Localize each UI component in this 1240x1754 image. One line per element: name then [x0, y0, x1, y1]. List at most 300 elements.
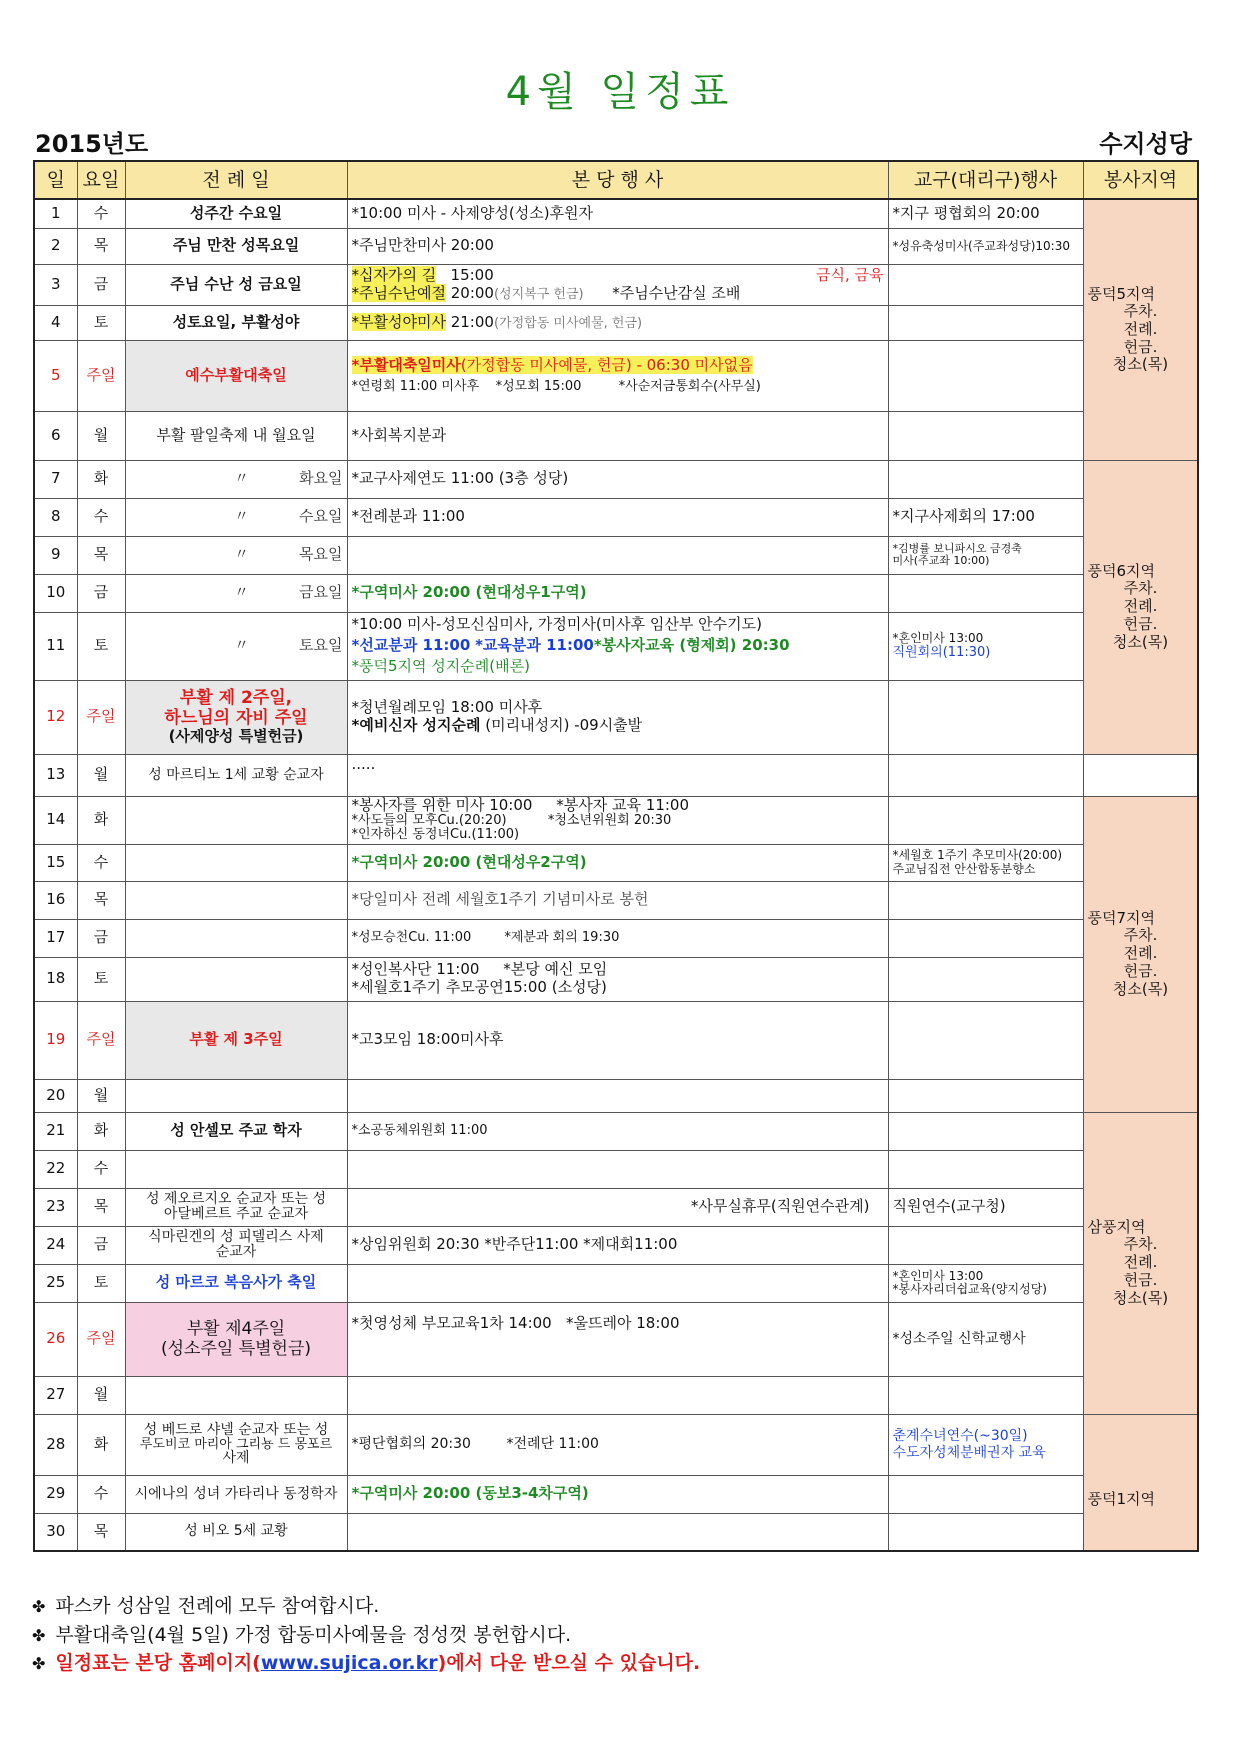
event-text: *사도들의 모후Cu.(20:20) [351, 813, 507, 829]
diocese-line: 수도자성체분배권자 교육 [892, 1444, 1046, 1461]
day-number: 8 [34, 498, 77, 536]
weekday: 화 [77, 796, 125, 844]
event-text: *예비신자 성지순례 [351, 716, 481, 734]
liturgy-day: 성 마르코 복음사가 축일 [125, 1264, 347, 1302]
district-duty: 전례. [1123, 944, 1158, 963]
event-note: (가정합동 미사예물, 헌금) [493, 315, 643, 331]
parish-event [347, 574, 888, 612]
day-number: 17 [34, 919, 77, 957]
diocese-line: 직원연수(교구청) [892, 1197, 1006, 1216]
liturgy-day: 예수부활대축일 [125, 340, 347, 411]
event-line [352, 930, 884, 945]
day-number: 19 [34, 1001, 77, 1079]
diocese-event [888, 1188, 1083, 1226]
table-row [34, 498, 1198, 536]
event-line: *주님만찬미사 20:00 [351, 236, 494, 255]
event-line: ..... [351, 755, 376, 774]
day-number: 12 [34, 680, 77, 754]
liturgy-day: 성 마르티노 1세 교황 순교자 [125, 754, 347, 796]
weekday: 수 [77, 844, 125, 881]
diocese-event [888, 754, 1083, 796]
liturgy-line: 사제 [222, 1450, 250, 1467]
diocese-line: 직원회의(11:30) [892, 645, 991, 661]
day-number: 20 [34, 1079, 77, 1112]
note-text: 일정표는 본당 홈페이지( [55, 1652, 261, 1674]
day-number: 29 [34, 1475, 77, 1513]
diocese-event [888, 919, 1083, 957]
bullet-icon: ✤ [32, 1654, 46, 1673]
day-number: 25 [34, 1264, 77, 1302]
event-line: *소공동체위원회 11:00 [351, 1123, 488, 1139]
event-line: *사회복지분과 [351, 425, 446, 444]
diocese-line: 춘계수녀연수(~30일) [892, 1427, 1028, 1444]
parish-event [347, 305, 888, 340]
diocese-event [888, 498, 1083, 536]
table-row [34, 1226, 1198, 1264]
parish-event [347, 1112, 888, 1150]
liturgy-weekday: 목요일 [299, 545, 343, 564]
district-name: 풍덕7지역 [1087, 908, 1156, 927]
event-text: *성인복사단 11:00 [351, 960, 480, 979]
day-number: 3 [34, 264, 77, 305]
weekday: 금 [77, 1226, 125, 1264]
day-number: 18 [34, 957, 77, 1001]
district-duty: 청소(목) [1112, 355, 1169, 374]
day-number: 24 [34, 1226, 77, 1264]
day-number: 11 [34, 612, 77, 680]
liturgy-day: 성주간 수요일 [125, 199, 347, 228]
weekday: 월 [77, 1376, 125, 1414]
event-text: *봉사자 교육 11:00 [556, 796, 690, 815]
district-cell [1083, 1112, 1198, 1414]
liturgy-day [125, 460, 347, 498]
diocese-line: *혼인미사 13:00 [892, 631, 984, 646]
note-line [32, 1592, 700, 1621]
liturgy-line: 부활 제 2주일, [179, 688, 293, 709]
parish-event [347, 796, 888, 844]
event-line: *구역미사 20:00 (현대성우1구역) [351, 583, 587, 602]
parish-event [347, 536, 888, 574]
weekday: 목 [77, 881, 125, 919]
day-number: 14 [34, 796, 77, 844]
event-line [352, 637, 884, 655]
weekday: 수 [77, 498, 125, 536]
liturgy-day [125, 680, 347, 754]
diocese-event [888, 1079, 1083, 1112]
liturgy-day [125, 1079, 347, 1112]
weekday: 수 [77, 1475, 125, 1513]
weekday: 토 [77, 957, 125, 1001]
event-time: 20:00 [450, 283, 494, 302]
parish-event [347, 199, 888, 228]
table-row [34, 1475, 1198, 1513]
note-line [32, 1649, 700, 1678]
day-number: 13 [34, 754, 77, 796]
parish-event [347, 844, 888, 881]
day-number: 7 [34, 460, 77, 498]
event-text: *제분과 회의 19:30 [504, 930, 620, 946]
event-text: *평단협회의 20:30 [351, 1436, 471, 1453]
parish-event [347, 1513, 888, 1551]
diocese-event [888, 612, 1083, 680]
table-row [34, 844, 1198, 881]
diocese-event [888, 796, 1083, 844]
diocese-event [888, 1112, 1083, 1150]
parish-event [347, 612, 888, 680]
event-line [352, 1436, 884, 1453]
district-duty: 헌금. [1123, 1270, 1158, 1289]
day-number: 1 [34, 199, 77, 228]
liturgy-weekday: 화요일 [299, 469, 343, 488]
district-duty: 청소(목) [1112, 632, 1169, 651]
diocese-event [888, 228, 1083, 264]
parish-event [347, 881, 888, 919]
event-note: (미리내성지) -09시출발 [480, 716, 643, 734]
parish-event [347, 680, 888, 754]
diocese-line: *봉사자리더쉽교육(양지성당) [892, 1282, 1047, 1296]
weekday: 주일 [77, 1302, 125, 1376]
weekday: 수 [77, 199, 125, 228]
district-duty: 주차. [1123, 579, 1158, 598]
district-duty: 청소(목) [1112, 1288, 1169, 1307]
table-row [34, 1414, 1198, 1475]
weekday: 월 [77, 754, 125, 796]
event-line [352, 1315, 884, 1333]
liturgy-line: 성 제오르지오 순교자 또는 성 [145, 1191, 327, 1208]
diocese-event [888, 1226, 1083, 1264]
ditto-mark: 〃 [234, 545, 250, 564]
event-text: *부활대축일미사 [351, 355, 461, 374]
event-line: *사무실휴무(직원연수관계) [690, 1197, 870, 1216]
weekday: 수 [77, 1150, 125, 1188]
district-cell [1083, 754, 1198, 796]
year-label: 2015년도 [35, 130, 149, 158]
table-row [34, 919, 1198, 957]
district-cell [1083, 199, 1198, 460]
ditto-mark: 〃 [234, 507, 250, 526]
event-text: *주님수난감실 조배 [612, 283, 741, 302]
liturgy-day: 부활 팔일축제 내 월요일 [125, 411, 347, 460]
event-text: *봉사자교육 (형제회) 20:30 [593, 636, 790, 655]
diocese-event [888, 1302, 1083, 1376]
table-row [34, 460, 1198, 498]
weekday: 목 [77, 1513, 125, 1551]
diocese-event [888, 340, 1083, 411]
diocese-event [888, 1264, 1083, 1302]
parish-event [347, 1188, 888, 1226]
diocese-event [888, 1001, 1083, 1079]
district-duty: 주차. [1123, 1235, 1158, 1254]
table-row [34, 1376, 1198, 1414]
liturgy-day [125, 881, 347, 919]
liturgy-line: 식마린겐의 성 피델리스 사제 [148, 1229, 324, 1246]
diocese-event [888, 1376, 1083, 1414]
weekday: 월 [77, 411, 125, 460]
event-line: *청년월례모임 18:00 미사후 [351, 698, 543, 717]
liturgy-day [125, 1188, 347, 1226]
day-number: 2 [34, 228, 77, 264]
table-row [34, 754, 1198, 796]
event-text: *부활성야미사 [351, 312, 446, 331]
district-duty: 청소(목) [1112, 979, 1169, 998]
event-line [352, 717, 884, 735]
event-line: *10:00 미사 - 사제양성(성소)후원자 [351, 203, 594, 222]
liturgy-line: (성소주일 특별헌금) [160, 1339, 312, 1359]
parish-event [347, 957, 888, 1001]
day-number: 28 [34, 1414, 77, 1475]
district-duty: 주차. [1123, 302, 1158, 321]
district-cell [1083, 460, 1198, 754]
district-duty: 전례. [1123, 1253, 1158, 1272]
district-name: 풍덕5지역 [1087, 284, 1156, 303]
liturgy-day [125, 919, 347, 957]
table-row [34, 536, 1198, 574]
event-text: *성모승천Cu. 11:00 [351, 930, 472, 946]
district-cell [1083, 1414, 1198, 1551]
weekday: 금 [77, 574, 125, 612]
liturgy-line: (사제양성 특별헌금) [168, 727, 304, 746]
day-number: 27 [34, 1376, 77, 1414]
homepage-link[interactable]: www.sujica.or.kr [260, 1652, 438, 1674]
diocese-event [888, 305, 1083, 340]
liturgy-day [125, 498, 347, 536]
event-line [352, 379, 884, 394]
liturgy-day: 주님 만찬 성목요일 [125, 228, 347, 264]
day-number: 6 [34, 411, 77, 460]
diocese-line: *지구사제회의 17:00 [892, 507, 1035, 526]
page-title: 4월 일정표 [505, 69, 735, 115]
weekday: 목 [77, 228, 125, 264]
table-row [34, 199, 1198, 228]
event-line: *교구사제연도 11:00 (3층 성당) [351, 469, 569, 488]
table-row [34, 957, 1198, 1001]
weekday: 토 [77, 1264, 125, 1302]
event-line: *상임위원회 20:30 *반주단11:00 *제대회11:00 [351, 1235, 678, 1254]
diocese-line: *지구 평협회의 20:00 [892, 203, 1040, 222]
diocese-event [888, 844, 1083, 881]
district-cell [1083, 796, 1198, 1112]
event-line: *구역미사 20:00 (현대성우2구역) [351, 852, 587, 871]
diocese-event [888, 881, 1083, 919]
event-line: *인자하신 동정녀Cu.(11:00) [351, 826, 520, 842]
event-text: *청소년위원회 20:30 [547, 813, 672, 829]
liturgy-line: 성 베드로 샤넬 순교자 또는 성 [143, 1421, 329, 1438]
diocese-line: *혼인미사 13:00 [892, 1268, 984, 1283]
event-text: *전례단 11:00 [506, 1436, 599, 1453]
event-line: *세월호1주기 추모공연15:00 (소성당) [351, 978, 607, 996]
district-duty: 헌금. [1123, 614, 1158, 633]
parish-event [347, 1150, 888, 1188]
bullet-icon: ✤ [32, 1625, 46, 1645]
bullet-icon: ✤ [32, 1597, 46, 1616]
liturgy-line: 아달베르트 주교 순교자 [163, 1206, 309, 1222]
liturgy-day [125, 1376, 347, 1414]
table-row [34, 340, 1198, 411]
note-text: )에서 다운 받으실 수 있습니다. [437, 1652, 701, 1674]
event-text: *봉사자를 위한 미사 10:00 [351, 796, 533, 815]
district-name: 삼풍지역 [1087, 1217, 1146, 1236]
liturgy-day [125, 1226, 347, 1264]
liturgy-day [125, 1414, 347, 1475]
liturgy-day [125, 1302, 347, 1376]
weekday: 토 [77, 305, 125, 340]
district-duty: 헌금. [1123, 337, 1158, 356]
parish-name: 수지성당 [1099, 130, 1192, 158]
table-row [34, 1001, 1198, 1079]
event-note: (가정합동 미사예물, 헌금) - 06:30 미사없음 [460, 355, 753, 374]
table-row [34, 305, 1198, 340]
parish-event [347, 1414, 888, 1475]
liturgy-day: 부활 제 3주일 [125, 1001, 347, 1079]
parish-event [347, 411, 888, 460]
table-row [34, 1264, 1198, 1302]
diocese-event [888, 1414, 1083, 1475]
district-duty: 전례. [1123, 319, 1158, 338]
table-row [34, 1513, 1198, 1551]
diocese-line: *세월호 1주기 추모미사(20:00) [892, 848, 1063, 863]
event-text: *사순저금통회수(사무실) [618, 378, 761, 394]
diocese-event [888, 680, 1083, 754]
day-number: 21 [34, 1112, 77, 1150]
district-duty: 주차. [1123, 926, 1158, 945]
liturgy-day [125, 796, 347, 844]
table-row [34, 411, 1198, 460]
weekday: 월 [77, 1079, 125, 1112]
diocese-event [888, 957, 1083, 1001]
footer-notes [32, 1592, 700, 1678]
parish-event [347, 1226, 888, 1264]
district-name: 풍덕6지역 [1087, 561, 1156, 580]
weekday: 토 [77, 612, 125, 680]
parish-event [347, 228, 888, 264]
diocese-event [888, 1475, 1083, 1513]
note-text: 부활대축일(4월 5일) 가정 합동미사예물을 정성껏 봉헌합시다. [55, 1623, 572, 1646]
table-row [34, 1302, 1198, 1376]
event-line: *구역미사 20:00 (동보3-4차구역) [351, 1484, 589, 1503]
diocese-line: *김병률 보니파시오 금경축 [892, 542, 1022, 556]
event-line: *10:00 미사-성모신심미사, 가정미사(미사후 임산부 안수기도) [351, 615, 762, 634]
parish-event [347, 754, 888, 796]
diocese-event [888, 574, 1083, 612]
weekday: 금 [77, 264, 125, 305]
table-row [34, 612, 1198, 680]
liturgy-day [125, 574, 347, 612]
day-number: 23 [34, 1188, 77, 1226]
diocese-line: 미사(주교좌 10:00) [892, 554, 990, 567]
table-row [34, 1150, 1198, 1188]
diocese-event [888, 264, 1083, 305]
liturgy-line: 하느님의 자비 주일 [164, 708, 308, 729]
diocese-event [888, 1513, 1083, 1551]
parish-event [347, 1376, 888, 1414]
note-line [32, 1621, 700, 1650]
parish-event [347, 264, 888, 305]
weekday: 주일 [77, 1001, 125, 1079]
table-row [34, 264, 1198, 305]
liturgy-day: 시에나의 성녀 가타리나 동정학자 [125, 1475, 347, 1513]
weekday: 금 [77, 919, 125, 957]
event-text: *울뜨레아 18:00 [566, 1313, 680, 1332]
liturgy-weekday: 토요일 [299, 636, 343, 655]
event-text: *선교분과 11:00 [351, 636, 471, 655]
table-header-row [34, 161, 1198, 199]
day-number: 10 [34, 574, 77, 612]
table-row [34, 228, 1198, 264]
table-row [34, 574, 1198, 612]
liturgy-day [125, 536, 347, 574]
day-number: 16 [34, 881, 77, 919]
weekday: 화 [77, 1414, 125, 1475]
table-row [34, 1079, 1198, 1112]
parish-event [347, 1475, 888, 1513]
liturgy-day [125, 957, 347, 1001]
diocese-event [888, 1150, 1083, 1188]
header-service-district: 봉사지역 [1083, 161, 1198, 199]
event-note: (성지복구 헌금) [493, 286, 584, 302]
ditto-mark: 〃 [234, 636, 250, 655]
event-line [352, 314, 884, 332]
weekday: 주일 [77, 340, 125, 411]
event-line: *당일미사 전례 세월호1주기 기념미사로 봉헌 [351, 890, 649, 909]
liturgy-weekday: 수요일 [299, 507, 343, 526]
table-row [34, 881, 1198, 919]
parish-event [347, 340, 888, 411]
diocese-line: *성소주일 신학교행사 [892, 1330, 1026, 1347]
district-duty: 전례. [1123, 597, 1158, 616]
weekday: 주일 [77, 680, 125, 754]
diocese-line: *성유축성미사(주교좌성당)10:30 [892, 238, 1070, 253]
parish-event [347, 919, 888, 957]
weekday: 목 [77, 536, 125, 574]
parish-event [347, 460, 888, 498]
day-number: 9 [34, 536, 77, 574]
liturgy-day [125, 844, 347, 881]
event-time: 15:00 [450, 265, 494, 284]
header-parish-events: 본 당 행 사 [347, 161, 888, 199]
liturgy-line: 부활 제4주일 [186, 1318, 286, 1339]
header-diocese-events: 교구(대리구)행사 [888, 161, 1083, 199]
event-note: 금식, 금육 [816, 265, 884, 284]
event-text: *성모회 15:00 [495, 378, 582, 394]
parish-event [347, 1264, 888, 1302]
event-text: *첫영성체 부모교육1차 14:00 [351, 1313, 552, 1332]
liturgy-day [125, 612, 347, 680]
event-line: *전례분과 11:00 [351, 507, 465, 526]
liturgy-day: 성 비오 5세 교황 [125, 1513, 347, 1551]
event-text: *연령회 11:00 미사후 [351, 378, 480, 394]
table-row [34, 680, 1198, 754]
parish-event [347, 1302, 888, 1376]
table-row [34, 796, 1198, 844]
weekday: 화 [77, 460, 125, 498]
day-number: 22 [34, 1150, 77, 1188]
header-liturgy: 전 례 일 [125, 161, 347, 199]
district-name: 풍덕1지역 [1087, 1490, 1156, 1509]
district-duty: 헌금. [1123, 961, 1158, 980]
liturgy-day [125, 1150, 347, 1188]
diocese-line: 주교님집전 안산합동분향소 [892, 861, 1036, 876]
event-line [352, 267, 884, 285]
liturgy-day: 성 안셀모 주교 학자 [125, 1112, 347, 1150]
parish-event [347, 1079, 888, 1112]
day-number: 5 [34, 340, 77, 411]
liturgy-day: 주님 수난 성 금요일 [125, 264, 347, 305]
event-text: *십자가의 길 [351, 265, 437, 284]
liturgy-line: 루도비코 마리아 그리뇽 드 몽포르 [139, 1436, 333, 1452]
liturgy-day: 성토요일, 부활성야 [125, 305, 347, 340]
parish-event [347, 1001, 888, 1079]
event-text: *주님수난예절 [351, 283, 446, 302]
